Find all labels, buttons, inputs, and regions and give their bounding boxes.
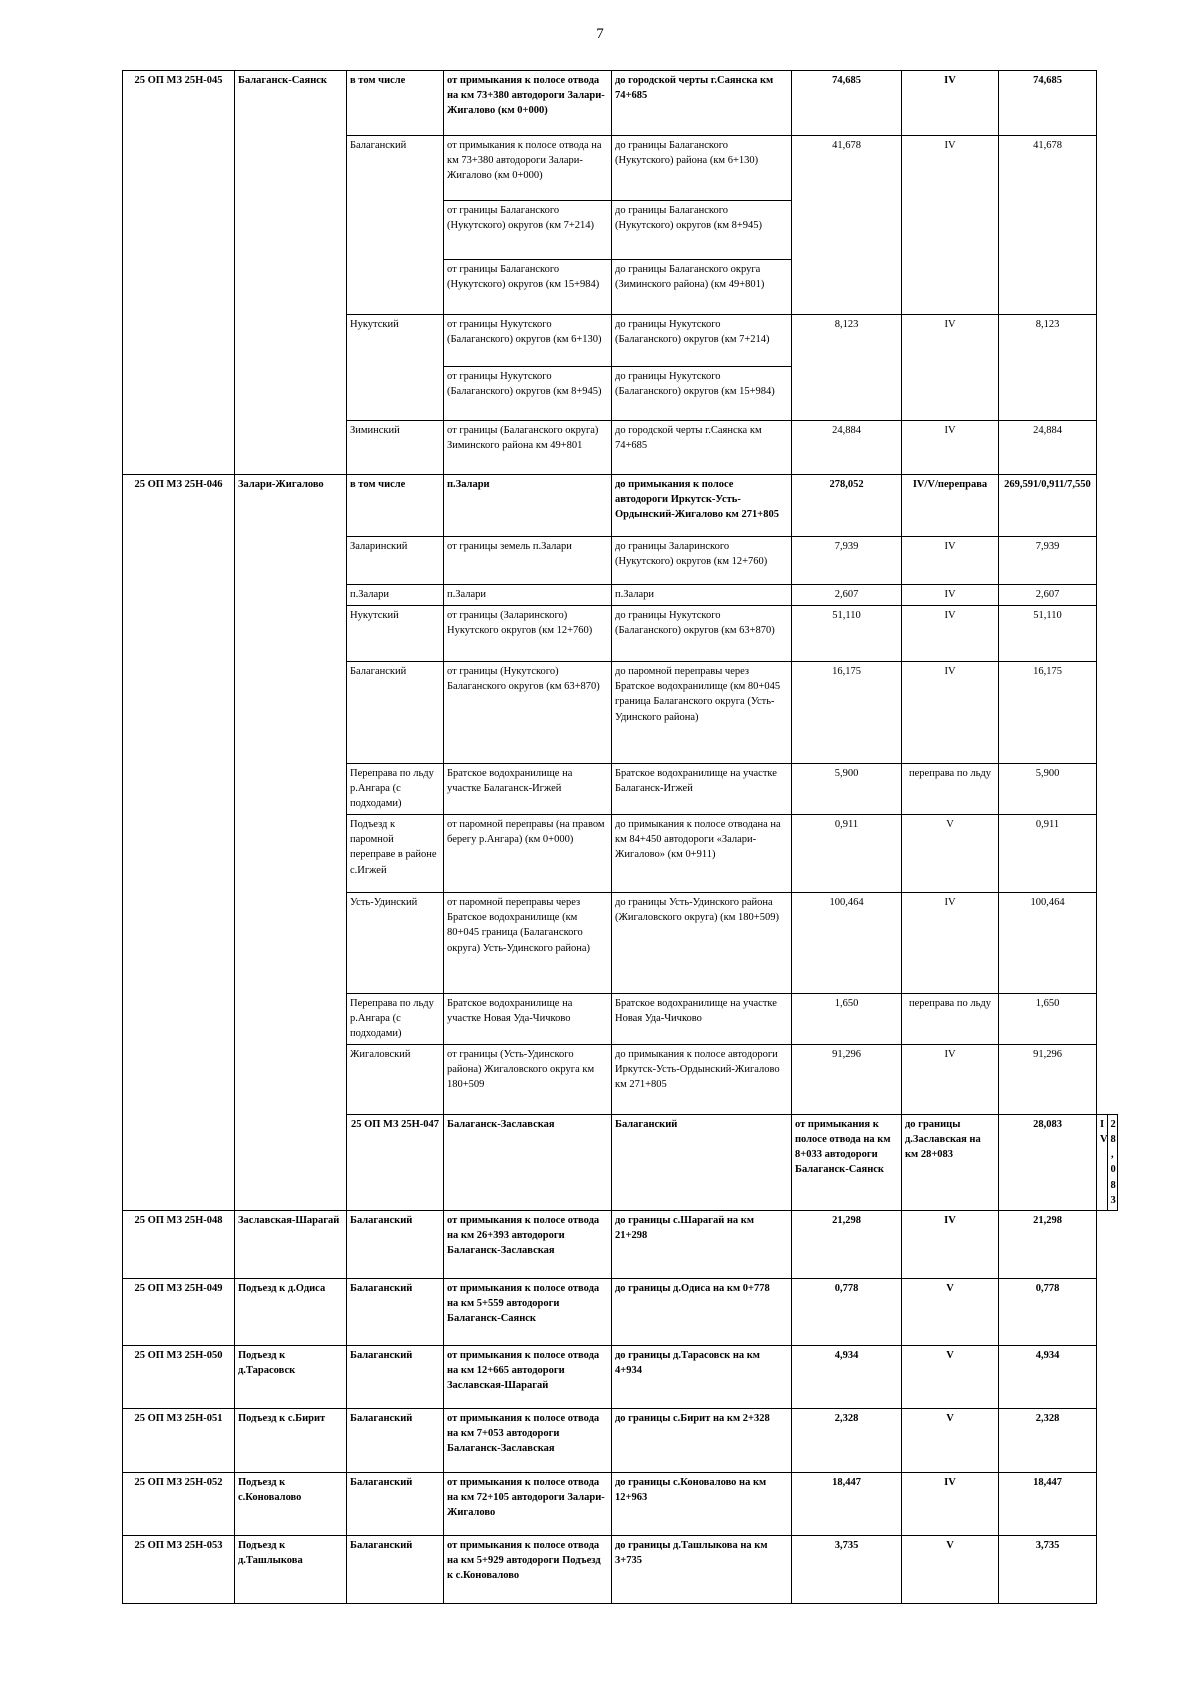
table-cell: п.Залари: [444, 475, 612, 537]
table-cell: V: [902, 1535, 999, 1603]
table-cell: Подъезд к д.Тарасовск: [235, 1345, 347, 1408]
table-cell: 25 ОП МЗ 25Н-048: [123, 1210, 235, 1278]
table-cell: 51,110: [999, 606, 1097, 662]
table-cell: IV: [902, 136, 999, 315]
table-cell: 28,083: [999, 1114, 1097, 1210]
table-cell: до границы Балаганского округа (Зиминского района) (км 49+801): [612, 260, 792, 315]
table-cell: 3,735: [999, 1535, 1097, 1603]
table-cell: Балаганский: [347, 1535, 444, 1603]
table-cell: п.Залари: [347, 585, 444, 606]
table-cell: 0,778: [792, 1278, 902, 1345]
table-cell: 41,678: [792, 136, 902, 315]
table-cell: 74,685: [999, 71, 1097, 136]
table-cell: 2,328: [792, 1408, 902, 1472]
table-cell: IV: [902, 1210, 999, 1278]
table-cell: от границы (Усть-Удинского района) Жигаловского округа км 180+509: [444, 1044, 612, 1114]
table-cell: 100,464: [999, 893, 1097, 994]
table-cell: до границы Балаганского (Нукутского) района (км 6+130): [612, 136, 792, 201]
table-cell: Усть-Удинский: [347, 893, 444, 994]
table-cell: Переправа по льду р.Ангара (с подходами): [347, 764, 444, 815]
table-cell: Балаганский: [347, 662, 444, 764]
table-cell: 5,900: [999, 764, 1097, 815]
table-cell: в том числе: [347, 475, 444, 537]
table-cell: 4,934: [792, 1345, 902, 1408]
table-cell: 18,447: [999, 1472, 1097, 1535]
table-cell: IV: [1097, 1114, 1108, 1210]
table-cell: 8,123: [792, 315, 902, 421]
table-cell: Балаганск-Саянск: [235, 71, 347, 475]
table-cell: от паромной переправы через Братское водохранилище (км 80+045 граница (Балаганского округа) Усть-Удинского района): [444, 893, 612, 994]
table-cell: Подъезд к с.Коновалово: [235, 1472, 347, 1535]
table-cell: до границы Нукутского (Балаганского) округов (км 63+870): [612, 606, 792, 662]
table-cell: переправа по льду: [902, 764, 999, 815]
table-cell: 16,175: [999, 662, 1097, 764]
table-row: [123, 1345, 1118, 1408]
table-cell: IV: [902, 1472, 999, 1535]
table-cell: 7,939: [999, 537, 1097, 585]
table-cell: 25 ОП МЗ 25Н-049: [123, 1278, 235, 1345]
table-cell: до границы с.Бирит на км 2+328: [612, 1408, 792, 1472]
table-cell: от паромной переправы (на правом берегу р.Ангара) (км 0+000): [444, 815, 612, 893]
table-cell: 7,939: [792, 537, 902, 585]
table-cell: до границы с.Коновалово на км 12+963: [612, 1472, 792, 1535]
table-cell: от границы (Нукутского) Балаганского округов (км 63+870): [444, 662, 612, 764]
table-cell: 16,175: [792, 662, 902, 764]
table-cell: IV: [902, 421, 999, 475]
table-cell: от примыкания к полосе отвода на км 72+105 автодороги Залари-Жигалово: [444, 1472, 612, 1535]
table-cell: IV: [902, 315, 999, 421]
table-cell: 21,298: [792, 1210, 902, 1278]
table-cell: 1,650: [792, 994, 902, 1045]
table-cell: IV: [902, 893, 999, 994]
table-cell: до границы д.Тарасовск на км 4+934: [612, 1345, 792, 1408]
table-row: [123, 1408, 1118, 1472]
table-cell: Нукутский: [347, 606, 444, 662]
table-cell: Залари-Жигалово: [235, 475, 347, 1211]
table-cell: 269,591/0,911/7,550: [999, 475, 1097, 537]
table-cell: до границы Нукутского (Балаганского) округов (км 7+214): [612, 315, 792, 367]
table-cell: 25 ОП МЗ 25Н-052: [123, 1472, 235, 1535]
table-cell: 18,447: [792, 1472, 902, 1535]
table-cell: Братское водохранилище на участке Балаганск-Игжей: [612, 764, 792, 815]
table-cell: до границы Балаганского (Нукутского) округов (км 8+945): [612, 201, 792, 260]
table-cell: 2,607: [999, 585, 1097, 606]
table-cell: от примыкания к полосе отвода на км 5+929 автодороги Подъезд к с.Коновалово: [444, 1535, 612, 1603]
table-cell: до границы с.Шарагай на км 21+298: [612, 1210, 792, 1278]
table-cell: IV: [902, 537, 999, 585]
table-cell: Нукутский: [347, 315, 444, 421]
table-cell: 74,685: [792, 71, 902, 136]
table-cell: от границы Нукутского (Балаганского) округов (км 8+945): [444, 367, 612, 421]
table-cell: Балаганский: [347, 1345, 444, 1408]
table-cell: Балаганский: [347, 1210, 444, 1278]
table-cell: 25 ОП МЗ 25Н-045: [123, 71, 235, 475]
table-cell: от примыкания к полосе отвода на км 7+053 автодороги Балаганск-Заславская: [444, 1408, 612, 1472]
table-cell: Балаганск-Заславская: [444, 1114, 612, 1210]
table-cell: V: [902, 1408, 999, 1472]
table-cell: от примыкания к полосе отвода на км 12+665 автодороги Заславская-Шарагай: [444, 1345, 612, 1408]
table-cell: до городской черты г.Саянска км 74+685: [612, 421, 792, 475]
table-cell: от границы земель п.Залари: [444, 537, 612, 585]
roads-table: [122, 70, 1118, 1604]
table-cell: 25 ОП МЗ 25Н-051: [123, 1408, 235, 1472]
table-cell: 1,650: [999, 994, 1097, 1045]
table-cell: от примыкания к полосе отвода на км 8+033 автодороги Балаганск-Саянск: [792, 1114, 902, 1210]
table-cell: п.Залари: [612, 585, 792, 606]
table-cell: Подъезд к с.Бирит: [235, 1408, 347, 1472]
table-cell: 2,328: [999, 1408, 1097, 1472]
table-cell: в том числе: [347, 71, 444, 136]
table-cell: Братское водохранилище на участке Новая Уда-Чичково: [612, 994, 792, 1045]
table-cell: от границы Нукутского (Балаганского) округов (км 6+130): [444, 315, 612, 367]
table-cell: от границы (Заларинского) Нукутского округов (км 12+760): [444, 606, 612, 662]
table-cell: до границы д.Заславская на км 28+083: [902, 1114, 999, 1210]
table-cell: IV/V/переправа: [902, 475, 999, 537]
table-cell: V: [902, 1278, 999, 1345]
table-cell: Зиминский: [347, 421, 444, 475]
table-cell: 25 ОП МЗ 25Н-047: [347, 1114, 444, 1210]
table-cell: до границы д.Ташлыкова на км 3+735: [612, 1535, 792, 1603]
table-cell: Подъезд к паромной переправе в районе с.Игжей: [347, 815, 444, 893]
table-cell: Балаганский: [347, 136, 444, 315]
table-cell: 91,296: [999, 1044, 1097, 1114]
table-cell: до примыкания к полосе автодороги Иркутск-Усть-Ордынский-Жигалово км 271+805: [612, 1044, 792, 1114]
table-cell: Заларинский: [347, 537, 444, 585]
table-cell: от границы Балаганского (Нукутского) округов (км 15+984): [444, 260, 612, 315]
table-cell: до границы Заларинского (Нукутского) округов (км 12+760): [612, 537, 792, 585]
table-cell: от примыкания к полосе отвода на км 26+393 автодороги Балаганск-Заславская: [444, 1210, 612, 1278]
table-cell: до примыкания к полосе отводана на км 84+450 автодороги «Залари-Жигалово» (км 0+911): [612, 815, 792, 893]
table-cell: переправа по льду: [902, 994, 999, 1045]
table-cell: Подъезд к д.Одиса: [235, 1278, 347, 1345]
table-cell: до границы Нукутского (Балаганского) округов (км 15+984): [612, 367, 792, 421]
table-cell: IV: [902, 662, 999, 764]
table-cell: 28,083: [1107, 1114, 1118, 1210]
table-cell: до границы Усть-Удинского района (Жигаловского округа) (км 180+509): [612, 893, 792, 994]
table-cell: от примыкания к полосе отвода на км 73+380 автодороги Залари-Жигалово (км 0+000): [444, 71, 612, 136]
table-cell: IV: [902, 1044, 999, 1114]
table-cell: Заславская-Шарагай: [235, 1210, 347, 1278]
table-cell: 24,884: [792, 421, 902, 475]
table-cell: Балаганский: [347, 1278, 444, 1345]
table-cell: IV: [902, 71, 999, 136]
table-cell: 91,296: [792, 1044, 902, 1114]
table-cell: до примыкания к полосе автодороги Иркутск-Усть-Ордынский-Жигалово км 271+805: [612, 475, 792, 537]
table-cell: 8,123: [999, 315, 1097, 421]
table-row: [123, 71, 1118, 136]
table-cell: Жигаловский: [347, 1044, 444, 1114]
table-cell: Подъезд к д.Ташлыкова: [235, 1535, 347, 1603]
table-cell: 5,900: [792, 764, 902, 815]
table-cell: 24,884: [999, 421, 1097, 475]
table-cell: п.Залари: [444, 585, 612, 606]
table-cell: до городской черты г.Саянска км 74+685: [612, 71, 792, 136]
table-cell: IV: [902, 606, 999, 662]
table-cell: до границы д.Одиса на км 0+778: [612, 1278, 792, 1345]
table-cell: V: [902, 815, 999, 893]
table-cell: V: [902, 1345, 999, 1408]
table-cell: Балаганский: [347, 1408, 444, 1472]
table-row: [123, 1535, 1118, 1603]
table-cell: Переправа по льду р.Ангара (с подходами): [347, 994, 444, 1045]
table-cell: от границы Балаганского (Нукутского) округов (км 7+214): [444, 201, 612, 260]
table-body: [123, 71, 1118, 1604]
page-number: 7: [596, 26, 604, 42]
table-row: [123, 1210, 1118, 1278]
table-cell: от примыкания к полосе отвода на км 73+380 автодороги Залари-Жигалово (км 0+000): [444, 136, 612, 201]
table-cell: 51,110: [792, 606, 902, 662]
table-cell: от примыкания к полосе отвода на км 5+559 автодороги Балаганск-Саянск: [444, 1278, 612, 1345]
table-cell: 0,911: [999, 815, 1097, 893]
table-cell: Братское водохранилище на участке Балаганск-Игжей: [444, 764, 612, 815]
table-cell: 278,052: [792, 475, 902, 537]
table-cell: 41,678: [999, 136, 1097, 315]
table-cell: до паромной переправы через Братское водохранилище (км 80+045 граница Балаганского округа (Усть-Удинского района): [612, 662, 792, 764]
table-row: [123, 1472, 1118, 1535]
table-cell: 0,778: [999, 1278, 1097, 1345]
table-cell: 25 ОП МЗ 25Н-050: [123, 1345, 235, 1408]
table-cell: 100,464: [792, 893, 902, 994]
table-cell: 25 ОП МЗ 25Н-053: [123, 1535, 235, 1603]
table-cell: Братское водохранилище на участке Новая Уда-Чичково: [444, 994, 612, 1045]
table-cell: 3,735: [792, 1535, 902, 1603]
table-cell: IV: [902, 585, 999, 606]
table-cell: от границы (Балаганского округа) Зиминского района км 49+801: [444, 421, 612, 475]
table-cell: 21,298: [999, 1210, 1097, 1278]
table-cell: 2,607: [792, 585, 902, 606]
table-cell: Балаганский: [612, 1114, 792, 1210]
table-cell: Балаганский: [347, 1472, 444, 1535]
table-cell: 0,911: [792, 815, 902, 893]
table-row: [123, 475, 1118, 537]
table-cell: 25 ОП МЗ 25Н-046: [123, 475, 235, 1211]
table-cell: 4,934: [999, 1345, 1097, 1408]
table-row: [123, 1278, 1118, 1345]
